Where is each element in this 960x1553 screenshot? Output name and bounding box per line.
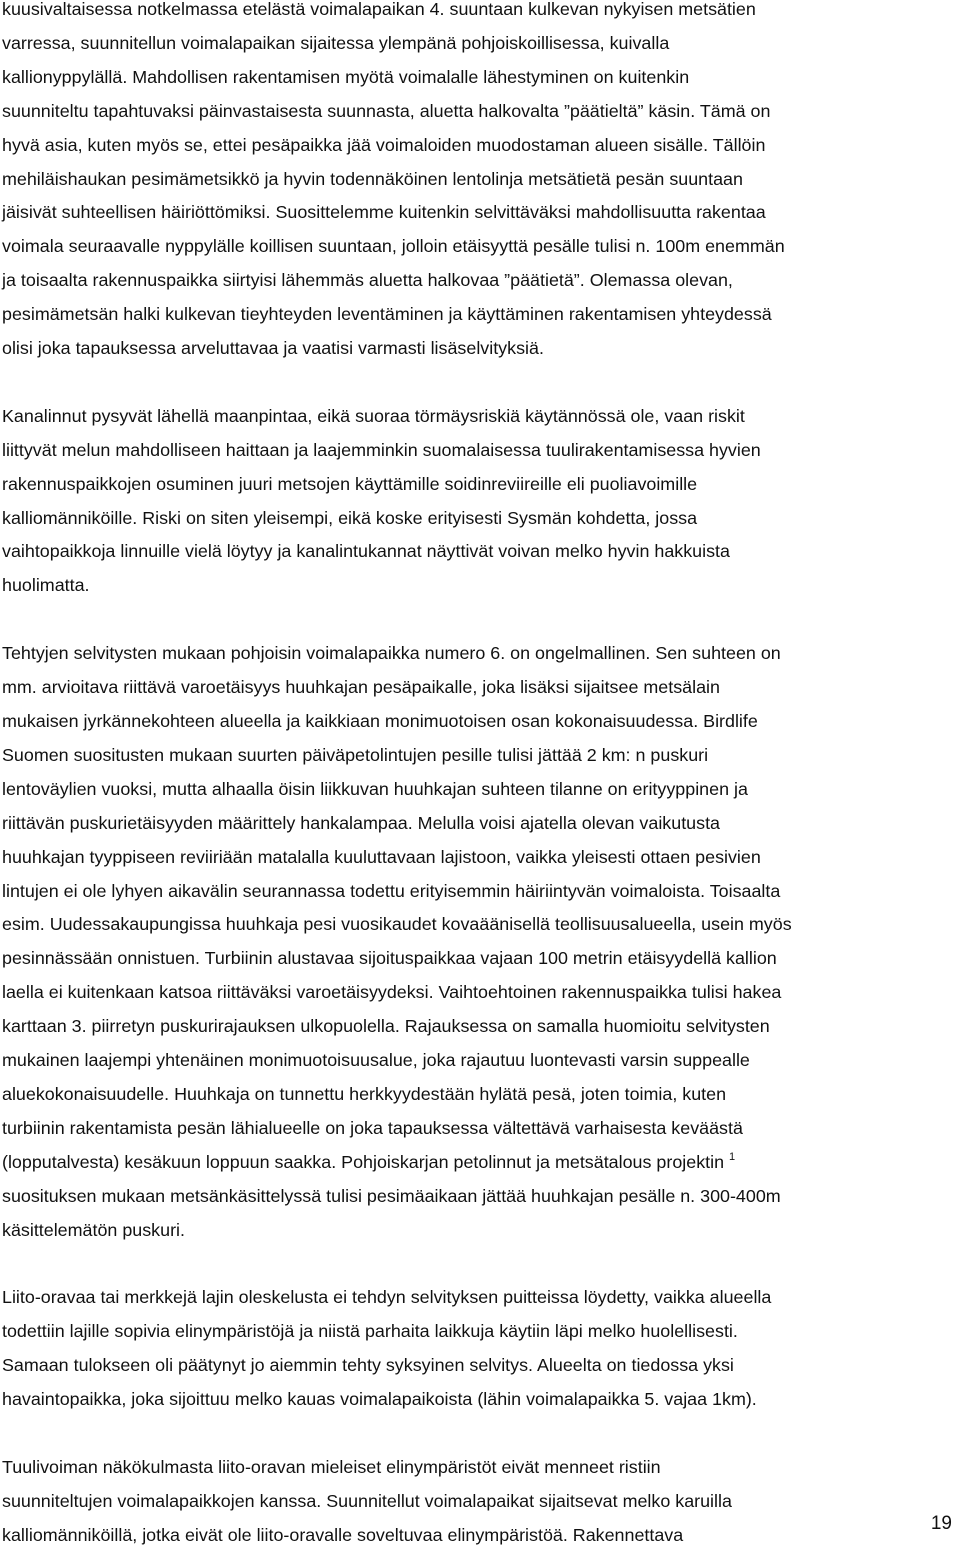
paragraph-spacing	[2, 366, 952, 400]
paragraph-spacing	[2, 1248, 952, 1282]
text-line: todettiin lajille sopivia elinympäristöjä ja niistä parhaita laikkuja käytiin läpi melko huolellisesti.	[2, 1321, 738, 1342]
text-line: kalliomänniköillä, jotka eivät ole liito-oravalle soveltuvaa elinympäristöä. Rakennettava	[2, 1524, 684, 1545]
text-line: vaihtopaikkoja linnuille vielä löytyy ja kanalintukannat näyttivät voivan melko hyvin hakkuista	[2, 541, 730, 562]
text-line: käsittelemätön puskuri.	[2, 1219, 185, 1240]
text-line: mm. arvioitava riittävä varoetäisyys huuhkajan pesäpaikalle, joka lisäksi sijaitsee metsälain	[2, 677, 720, 698]
text-line: mukainen laajempi yhtenäinen monimuotoisuusalue, joka rajautuu luontevasti varsin suppealle	[2, 1050, 750, 1071]
text-line: suunniteltu tapahtuvaksi päinvastaisesta suunnasta, aluetta halkovalta ”päätieltä” käsin. Tämä on	[2, 100, 771, 121]
paragraph-1	[2, 0, 952, 366]
paragraph-spacing	[2, 603, 952, 637]
footnote-reference: 1	[729, 1150, 736, 1163]
text-line: pesimämetsän halki kulkevan tieyhteyden leventäminen ja käyttäminen rakentamisen yhteydessä	[2, 304, 772, 325]
text-line: jäisivät suhteellisen häiriöttömiksi. Suosittelemme kuitenkin selvittäväksi mahdollisuutta rakentaa	[2, 202, 766, 223]
text-line: suosituksen mukaan metsänkäsittelyssä tulisi pesimäaikaan jättää huuhkajan pesälle n. 300-400m	[2, 1185, 781, 1206]
text-line: huolimatta.	[2, 575, 90, 596]
paragraph-4	[2, 1281, 952, 1417]
text-line: lintujen ei ole lyhyen aikavälin seurannassa todettu erityisemmin häiriintyvän voimaloista. Toisaalta	[2, 880, 781, 901]
text-line: laella ei kuitenkaan katsoa riittäväksi varoetäisyydeksi. Vaihtoehtoinen rakennuspaikka tulisi hakea	[2, 982, 782, 1003]
text-line: huuhkajan tyyppiseen reviiriään matalalla kuuluttavaan lajistoon, vaikka yleisesti ottaen pesivien	[2, 846, 761, 867]
text-line: lentoväylien vuoksi, mutta alhaalla öisin liikkuvan huuhkajan suhteen tilanne on erityyppinen ja	[2, 778, 748, 799]
text-line: hyvä asia, kuten myös se, ettei pesäpaikka jää voimaloiden muodostaman alueen sisälle. Tällöin	[2, 134, 766, 155]
text-line-with-footnote	[2, 1146, 952, 1180]
text-line: aluekokonaisuudelle. Huuhkaja on tunnettu herkkyydestään hylätä pesä, joten toimia, kuten	[2, 1083, 727, 1104]
text-line-content: (lopputalvesta) kesäkuun loppuun saakka. Pohjoiskarjan petolinnut ja metsätalous projektin	[2, 1151, 729, 1172]
text-line: karttaan 3. piirretyn puskurirajauksen ulkopuolella. Rajauksessa on samalla huomioitu selvitysten	[2, 1016, 770, 1037]
text-line: olisi joka tapauksessa arveluttavaa ja vaatisi varmasti lisäselvityksiä.	[2, 338, 544, 359]
paragraph-spacing	[2, 1417, 952, 1451]
text-line: kuusivaltaisessa notkelmassa etelästä voimalapaikan 4. suuntaan kulkevan nykyisen metsätien	[2, 0, 756, 19]
text-line: Samaan tulokseen oli päätynyt jo aiemmin tehty syksyinen selvitys. Alueelta on tiedossa yksi	[2, 1355, 734, 1376]
text-line: Tuulivoiman näkökulmasta liito-oravan mieleiset elinympäristöt eivät menneet ristiin	[2, 1456, 661, 1477]
paragraph-2	[2, 400, 952, 603]
paragraph-3	[2, 637, 952, 1247]
paragraph-5	[2, 1451, 952, 1553]
text-line: rakennuspaikkojen osuminen juuri metsojen käyttämille soidinreviireille eli puoliavoimille	[2, 473, 698, 494]
text-line: riittävän puskurietäisyyden määrittely hankalampaa. Melulla voisi ajatella olevan vaikutusta	[2, 812, 720, 833]
text-line: mukaisen jyrkännekohteen alueella ja kaikkiaan monimuotoisen osan kokonaisuudessa. Birdlife	[2, 711, 758, 731]
document-text	[2, 0, 952, 1553]
text-line: ja toisaalta rakennuspaikka siirtyisi lähemmäs aluetta halkovaa ”päätietä”. Olemassa olevan,	[2, 270, 733, 291]
text-line: kalliomänniköille. Riski on siten yleisempi, eikä koske erityisesti Sysmän kohdetta, jossa	[2, 507, 698, 528]
text-line: pesinnässään onnistuen. Turbiinin alustavaa sijoituspaikkaa vajaan 100 metrin etäisyydellä kallion	[2, 948, 777, 969]
text-line: Tehtyjen selvitysten mukaan pohjoisin voimalapaikka numero 6. on ongelmallinen. Sen suhteen on	[2, 643, 781, 664]
text-line: kallionyppylällä. Mahdollisen rakentamisen myötä voimalalle lähestyminen on kuitenkin	[2, 66, 690, 87]
page-number: 19	[930, 1513, 952, 1534]
text-line: turbiinin rakentamista pesän lähialueelle on joka tapauksessa vältettävä varhaisesta keväästä	[2, 1117, 743, 1138]
text-line: Kanalinnut pysyvät lähellä maanpintaa, eikä suoraa törmäysriskiä käytännössä ole, vaan riskit	[2, 405, 745, 426]
text-line: varressa, suunnitellun voimalapaikan sijaitessa ylempänä pohjoiskoillisessa, kuivalla	[2, 32, 670, 53]
text-line: Liito-oravaa tai merkkejä lajin oleskelusta ei tehdyn selvityksen puitteissa löydetty, vaikka alueella	[2, 1287, 772, 1308]
text-line: Suomen suositusten mukaan suurten päiväpetolintujen pesille tulisi jättää 2 km: n puskuri	[2, 744, 709, 765]
text-line: suunniteltujen voimalapaikkojen kanssa. Suunnitellut voimalapaikat sijaitsevat melko karuilla	[2, 1490, 732, 1511]
text-line: havaintopaikka, joka sijoittuu melko kauas voimalapaikoista (lähin voimalapaikka 5. vajaa 1km).	[2, 1389, 757, 1410]
text-line: liittyvät melun mahdolliseen haittaan ja laajemminkin suomalaisessa tuulirakentamisessa hyvien	[2, 439, 761, 460]
text-line: esim. Uudessakaupungissa huuhkaja pesi vuosikaudet kovaäänisellä teollisuusalueella, usein myös	[2, 914, 792, 935]
text-line: mehiläishaukan pesimämetsikkö ja hyvin todennäköinen lentolinja metsätietä pesän suuntaan	[2, 168, 743, 189]
text-line: voimala seuraavalle nyppylälle koillisen suuntaan, jolloin etäisyyttä pesälle tulisi n. 100m enemmän	[2, 236, 785, 257]
